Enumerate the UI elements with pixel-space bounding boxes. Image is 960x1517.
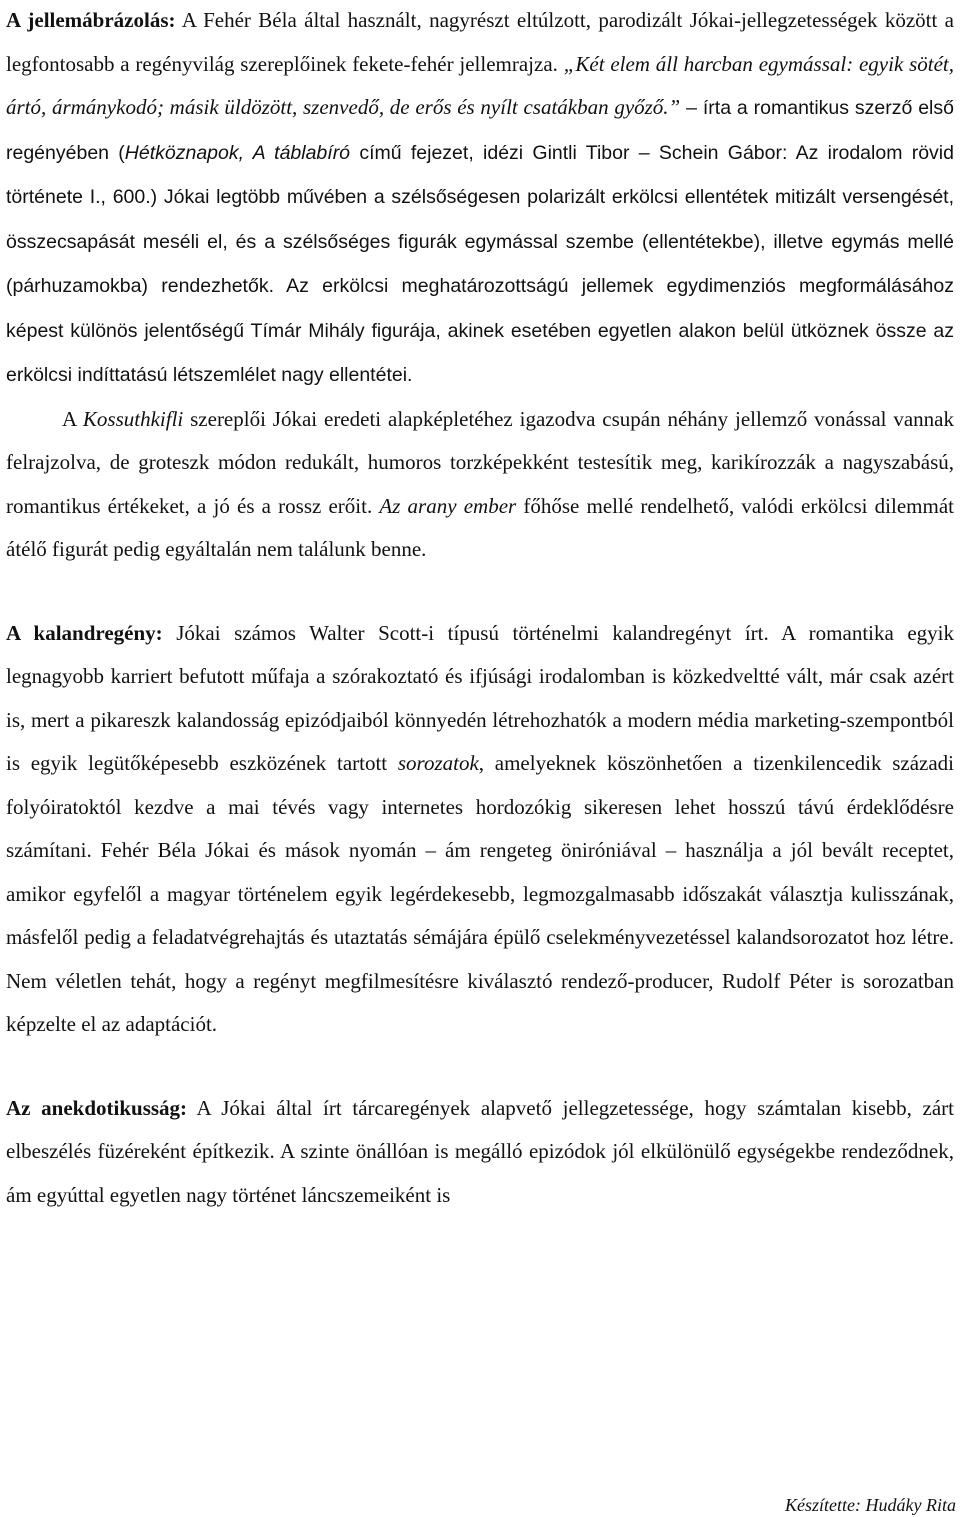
novel-title: Kossuthkifli: [82, 406, 184, 431]
heading-adventure-novel: A kalandregény:: [6, 620, 163, 645]
document-page: [6, 0, 954, 1217]
author-footer: Készítette: Hudáky Rita: [785, 1495, 956, 1515]
novel-title: Az arany ember: [379, 493, 517, 518]
paragraph-adventure-novel: [6, 612, 954, 1047]
text-segment: A: [62, 406, 83, 431]
text-segment: Jókai legtöbb művében a szélsőségesen polarizált erkölcsi ellentétek mitizált versengését, összecsapását meséli el, és a szélsőséges figurák egymással szembe (ellentétekbe), illetve egymás mellé (párhuzamokba) rendezhetők. Az erkölcsi meghatározottságú jellemek egydimenziós megformálásához képest különös jelentőségű Tímár Mihály figurája, akinek esetében egyetlen alakon belül ütköznek össze az erkölcsi indíttatású létszemlélet nagy ellentétei.: [6, 186, 954, 386]
citation-text: – írta a romantikus szerző első regényében (: [6, 97, 954, 164]
heading-anecdotal: Az anekdotikusság:: [6, 1095, 188, 1120]
text-segment: A Jókai által írt tárcaregények alapvető jellegzetessége, hogy számtalan kisebb, zárt elbeszélés füzéreként építkezik. A szinte önállóan is megálló epizódok jól elkülönülő egységekbe rendeződnek, ám egyúttal egyetlen nagy történet láncszemeiként is: [6, 1095, 954, 1207]
text-segment: A Fehér Béla által használt, nagyrészt eltúlzott, parodizált Jókai-jellegzetességek között a legfontosabb a regényvilág szereplőinek fekete-fehér jellemrajza.: [6, 8, 954, 76]
text-segment: Jókai számos Walter Scott-i típusú történelmi kalandregényt írt. A romantika egyik legnagyobb karriert befutott műfaja a szórakoztató és ifjúsági irodalomban is közkedveltté vált, már csak azért is, mert a pikareszk kalandosság epizódjaiból könnyedén létrehozhatók a modern média marketing-szempontból is egyik legütőképesebb eszközének tartott: [6, 620, 955, 775]
jokai-quote: „Két elem áll harcban egymással: egyik sötét, ártó, ármánykodó; másik üldözött, szenvedő, de erős és nyílt csatákban győző.”: [6, 51, 954, 119]
heading-characterization: A jellemábrázolás:: [6, 8, 176, 32]
paragraph-anecdotal: [6, 1087, 954, 1218]
text-segment: főhőse mellé rendelhető, valódi erkölcsi dilemmát átélő figurát pedig egyáltalán nem találunk benne.: [6, 493, 954, 561]
cited-work-title: Hétköznapok, A táblabíró: [124, 141, 351, 164]
italic-term: sorozatok: [397, 751, 479, 775]
text-segment: szereplői Jókai eredeti alapképletéhez igazodva csupán néhány jellemző vonással vannak felrajzolva, de groteszk módon redukált, humoros torzképekként testesítik meg, karikírozzák a nagyszabású, romantikus értékeket, a jó és a rossz erőit.: [6, 406, 954, 518]
citation-text: című fejezet, idézi Gintli Tibor – Schein Gábor: Az irodalom rövid története I., 600.): [6, 141, 954, 208]
paragraph-gap: [6, 1047, 954, 1087]
text-segment: , amelyeknek köszönhetően a tizenkilencedik századi folyóiratoktól kezdve a mai tévés vagy internetes hordozókig sikeresen lehet hosszú távú érdeklődésre számítani. Fehér Béla Jókai és mások nyomán – ám rengeteg öniróniával – használja a jól bevált receptet, amikor egyfelől a magyar történelem egyik legérdekesebb, legmozgalmasabb időszakát választja kulisszának, másfelől pedig a feladatvégrehajtás és utaztatás sémájára épülő cselekményvezetéssel kalandsorozatot hoz létre. Nem véletlen tehát, hogy a regényt megfilmesítésre kiválasztó rendező-producer, Rudolf Péter is sorozatban képzelte el az adaptációt.: [6, 751, 954, 1036]
paragraph-gap: [6, 572, 954, 612]
paragraph-characterization: [6, 0, 954, 398]
paragraph-kossuthkifli: [6, 398, 954, 572]
